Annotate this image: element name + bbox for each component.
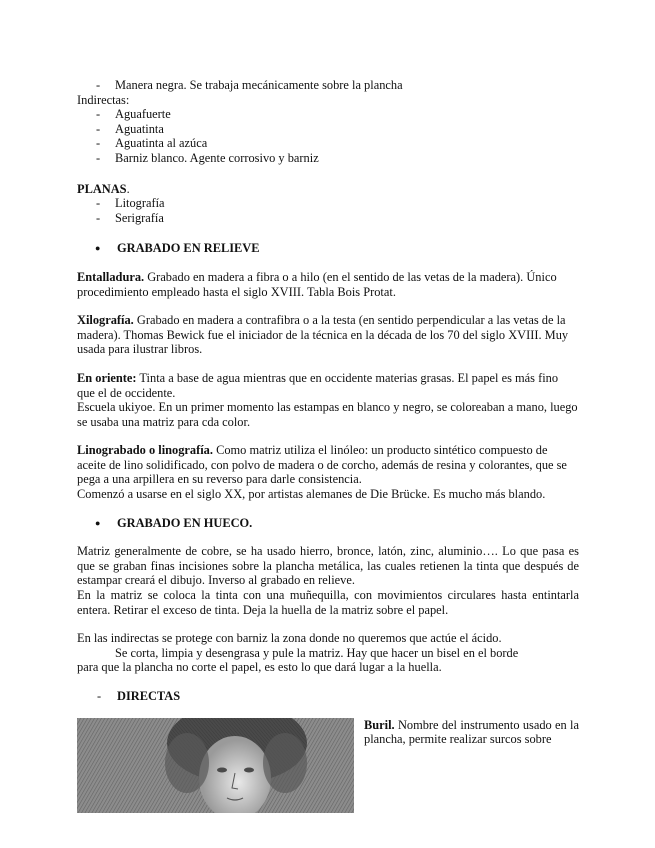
planas-heading: PLANAS. xyxy=(77,181,130,196)
list-item: - Serigrafía xyxy=(77,211,579,226)
list-item: - Aguatinta xyxy=(77,122,579,137)
list-item: - Manera negra. Se trabaja mecánicamente sobre la plancha xyxy=(77,78,579,93)
paragraph-linograbado: Linograbado o linografía. Como matriz utiliza el linóleo: un producto sintético compuesto de aceite de lino solidificado, con polvo de madera o de corcho, además de resina y colorantes, que se pega a una arpillera en su reverso para darle consistencia. xyxy=(77,443,567,487)
list-item: - Aguatinta al azúca xyxy=(77,136,579,151)
list-item: - Litografía xyxy=(77,196,579,211)
paragraph-xilografia: Xilografía. Grabado en madera a contrafibra o a la testa (en sentido perpendicular a las vetas de la madera). Thomas Bewick fue el iniciador de la técnica en la década de los 70 del siglo XVIII. Muy usada para ilustrar libros. xyxy=(77,313,569,357)
section-heading-hueco: ● GRABADO EN HUECO. xyxy=(77,516,579,531)
directas-figure-row xyxy=(77,718,579,818)
engraving-portrait-image xyxy=(77,718,354,813)
paragraph-entalladura: Entalladura. Grabado en madera a fibra o a hilo (en el sentido de las vetas de la madera). Único procedimiento empleado hasta el siglo XVIII. Tabla Bois Protat. xyxy=(77,269,557,299)
paragraph-huella: para que la plancha no corte el papel, es esto lo que dará lugar a la huella. xyxy=(77,660,442,675)
document-page xyxy=(77,78,579,818)
paragraph-oriente: En oriente: Tinta a base de agua mientras que en occidente materias grasas. El papel es más fino que el de occidente. xyxy=(77,370,559,400)
paragraph-bisel: Se corta, limpia y desengrasa y pule la matriz. Hay que hacer un bisel en el borde xyxy=(115,645,519,660)
list-item: - Aguafuerte xyxy=(77,107,579,122)
paragraph-hueco-tinta: En la matriz se coloca la tinta con una muñequilla, con movimientos circulares hasta entintarla entera. Retirar el exceso de tinta. Deja la huella de la matriz sobre el papel. xyxy=(77,588,579,617)
paragraph-indirectas-barniz: En las indirectas se protege con barniz la zona donde no queremos que actúe el ácido. xyxy=(77,631,502,646)
indirectas-label: Indirectas: xyxy=(77,92,130,107)
list-item: - Barniz blanco. Agente corrosivo y barniz xyxy=(77,151,579,166)
paragraph-linograbado-history: Comenzó a usarse en el siglo XX, por artistas alemanes de Die Brücke. Es mucho más blando. xyxy=(77,487,546,502)
paragraph-buril: Buril. Nombre del instrumento usado en la plancha, permite realizar surcos sobre xyxy=(364,717,579,747)
paragraph-hueco-matriz: Matriz generalmente de cobre, se ha usado hierro, bronce, latón, zinc, aluminio…. Lo que pasa es que se graban finas incisiones sobre la plancha metálica, las cuales retienen la tinta que después de estampar creará el dibujo. Inverso al grabado en relieve. xyxy=(77,544,579,588)
section-heading-relieve: ● GRABADO EN RELIEVE xyxy=(77,241,579,256)
section-heading-directas: - DIRECTAS xyxy=(77,689,579,704)
paragraph-ukiyoe: Escuela ukiyoe. En un primer momento las estampas en blanco y negro, se coloreaban a mano, luego se usaba una matriz para cda color. xyxy=(77,400,578,429)
